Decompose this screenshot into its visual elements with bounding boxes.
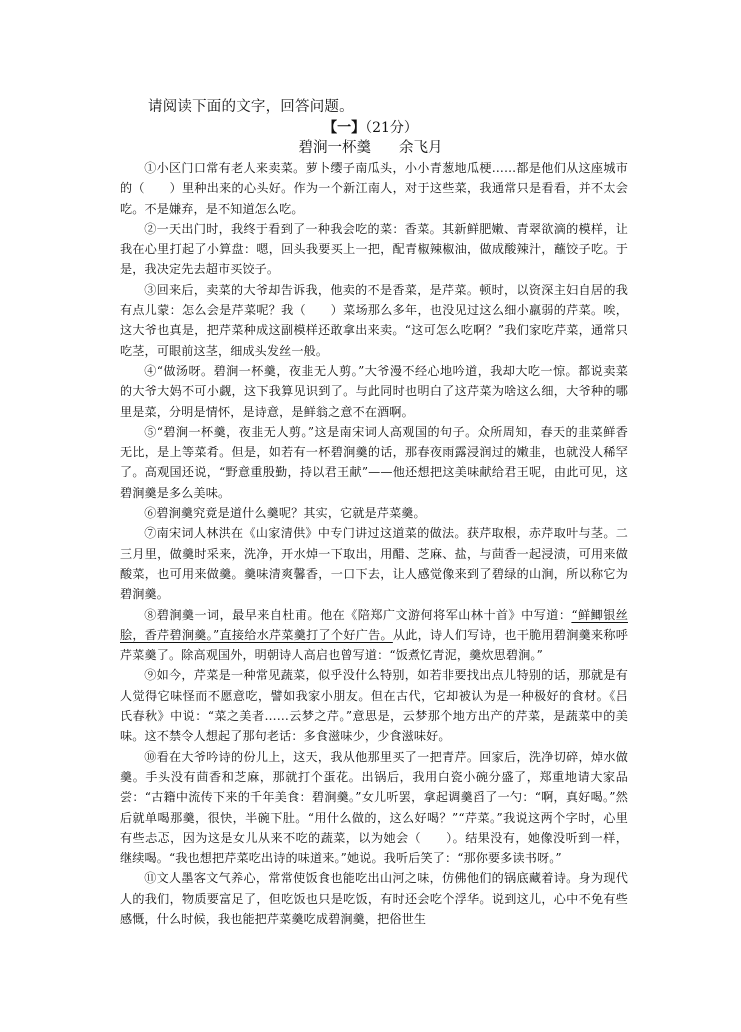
- article-body: [120, 158, 628, 929]
- paragraph-2: ②一天出门时，我终于看到了一种我会吃的菜：香菜。其新鲜肥嫩、青翠欲滴的模样，让我在心里打起了小算盘：嗯，回头我要买上一把，配青椒辣椒油，做成酸辣汁，蘸饺子吃。于是，我决定先去超市买饺子。: [120, 221, 628, 277]
- paragraph-4: ④“做汤呀。碧涧一杯羹，夜韭无人剪。”大爷漫不经心地吟道，我却大吃一惊。都说卖菜的大爷大妈不可小觑，这下我算见识到了。与此同时也明白了这芹菜为啥这么细，大爷种的哪里是菜，分明是情怀，是诗意，是鲜翁之意不在酒啊。: [120, 363, 628, 419]
- paragraph-10: ⑩看在大爷吟诗的份儿上，这天，我从他那里买了一把青芹。回家后，洗净切碎，焯水做羹。手头没有茴香和芝麻，那就打个蛋花。出锅后，我用白瓷小碗分盛了，郑重地请大家品尝：“古籍中流传下来的千年美食：碧涧羹。”女儿听罢，拿起调羹舀了一勺：“啊，真好喝。”然后就单喝那羹，很快，半碗下肚。“用什么做的，这么好喝？”“芹菜。”我说这两个字时，心里有些忐忑，因为这是女儿从来不吃的蔬菜，以为她会（ ）。结果没有，她像没听到一样，继续喝。“我也想把芹菜吃出诗的味道来。”她说。我听后笑了：“那你要多读书呀。”: [120, 749, 628, 866]
- section-score: （21分）: [365, 120, 418, 136]
- underlined-sentence: “鲜鲫银丝脍，香芹碧涧羹。”直接给水芹菜羹打了个好广告。: [120, 607, 628, 642]
- paragraph-9: ⑨如今，芹菜是一种常见蔬菜，似乎没什么特别，如若非要找出点儿特别的话，那就是有人觉得它味怪而不愿意吃，譬如我家小朋友。但在古代，它却被认为是一种极好的食材。《吕氏春秋》中说：“菜之美者……云梦之芹。”意思是，云梦那个地方出产的芹菜，是蔬菜中的美味。这不禁令人想起了那句老话：多食滋味少，少食滋味好。: [120, 668, 628, 744]
- paragraph-8: ⑧碧涧羹一词，最早来自杜甫。他在《陪郑广文游何将军山林十首》中写道：“鲜鲫银丝脍，香芹碧涧羹。”直接给水芹菜羹打了个好广告。从此，诗人们写诗，也干脆用碧涧羹来称呼芹菜羹了。除高观国外，明朝诗人高启也曾写道：“饭煮忆青泥，羹炊思碧涧。”: [120, 607, 628, 663]
- section-label: 【一】: [323, 120, 366, 136]
- paragraph-3: ③回来后，卖菜的大爷却告诉我，他卖的不是香菜，是芹菜。顿时，以资深主妇自居的我有点儿蒙：怎么会是芹菜呢？我（ ）菜场那么多年，也没见过这么细小羸弱的芹菜。唉，这大爷也真是，把芹菜种成这副模样还敢拿出来卖。“这可怎么吃啊？”我们家吃芹菜，通常只吃茎，可眼前这茎，细成头发丝一般。: [120, 282, 628, 358]
- article-title: 碧涧一杯羹: [298, 140, 371, 156]
- question-intro: 请阅读下面的文字，回答问题。: [148, 99, 354, 115]
- paragraph-7: ⑦南宋词人林洪在《山家清供》中专门讲过这道菜的做法。获芹取根，赤芹取叶与茎。二三月里，做羹时采来，洗净，开水焯一下取出，用醋、芝麻、盐，与茴香一起浸渍，可用来做酸菜，也可用来做羹。羹味清爽馨香，一口下去，让人感觉像来到了碧绿的山涧，所以称它为碧涧羹。: [120, 526, 628, 602]
- paragraph-1: ①小区门口常有老人来卖菜。萝卜缨子南瓜头，小小青葱地瓜梗……都是他们从这座城市的（ ）里种出来的心头好。作为一个新江南人，对于这些菜，我通常只是看看，并不太会吃。不是嫌弃，是不知道怎么吃。: [120, 161, 628, 216]
- paragraph-5: ⑤“碧涧一杯羹，夜韭无人剪。”这是南宋词人高观国的句子。众所周知，春天的韭菜鲜香无比，是上等菜肴。但是，如若有一杯碧涧羹的话，那春夜雨露浸润过的嫩韭，也就没人稀罕了。高观国还说，“野意重殷勤，持以君王献”——他还想把这美味献给君王呢，由此可见，这碧涧羹是多么美味。: [120, 424, 628, 500]
- article-title-line: [0, 136, 741, 157]
- paragraph-11: ⑪文人墨客文气养心，常常使饭食也能吃出山河之味，仿佛他们的锅底藏着诗。身为现代人的我们，物质要富足了，但吃饭也只是吃饭，有时还会吃个浮华。说到这儿，心中不免有些感慨，什么时候，我也能把芹菜羹吃成碧涧羹，把俗世生: [120, 871, 628, 926]
- section-heading: [0, 117, 741, 137]
- article-author: 余飞月: [399, 140, 443, 156]
- paragraph-6: ⑥碧涧羹究竟是道什么羹呢？其实，它就是芹菜羹。: [144, 506, 426, 521]
